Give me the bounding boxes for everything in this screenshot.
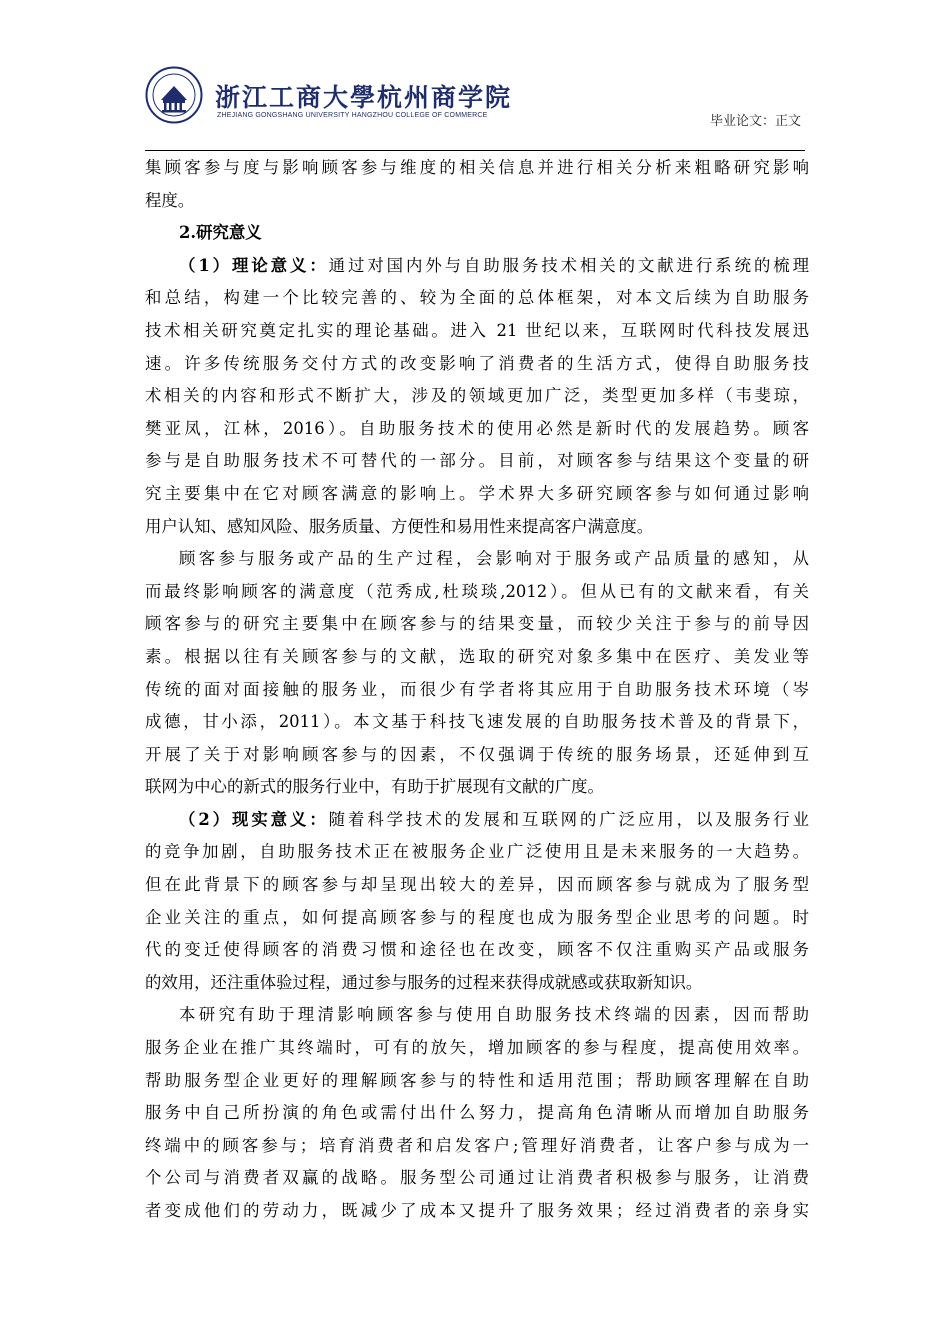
text-line: 传统的面对面接触的服务业，而很少有学者将其应用于自助服务技术环境（岑	[145, 679, 809, 699]
text-line: 联网为中心的新式的服务行业中，有助于扩展现有文献的广度。	[145, 777, 604, 797]
text-line: 的竞争加剧，自助服务技术正在被服务企业广泛使用且是未来服务的一大趋势。	[145, 842, 809, 862]
text-line: 服务中自己所扮演的角色或需付出什么努力，提高角色清晰从而增加自助服务	[145, 1103, 809, 1123]
text-line: 代的变迁使得顾客的消费习惯和途径也在改变，顾客不仅注重购买产品或服务	[145, 940, 809, 960]
university-logo-english: ZHEJIANG GONGSHANG UNIVERSITY HANGZHOU COLLEGE OF COMMERCE	[217, 112, 488, 119]
text-line: 术相关的内容和形式不断扩大，涉及的领域更加广泛，类型更加多样（韦斐琼，	[145, 386, 809, 406]
text-line	[145, 804, 809, 837]
paragraph-lead: （2）现实意义：	[179, 809, 329, 829]
text-line	[145, 250, 809, 283]
text-line: 企业关注的重点，如何提高顾客参与的程度也成为服务型企业思考的问题。时	[145, 907, 809, 927]
document-body	[145, 152, 809, 1228]
text-line: 樊亚凤，江林，2016）。自助服务技术的使用必然是新时代的发展趋势。顾客	[145, 418, 809, 438]
university-seal-icon	[145, 66, 203, 124]
text-line: 成德，甘小添，2011）。本文基于科技飞速发展的自助服务技术普及的背景下，	[145, 712, 809, 732]
text-line: 服务企业在推广其终端时，可有的放矢，增加顾客的参与程度，提高使用效率。	[145, 1038, 809, 1058]
text-line: 帮助服务型企业更好的理解顾客参与的特性和适用范围；帮助顾客理解在自助	[145, 1070, 809, 1090]
text-line: 但在此背景下的顾客参与却呈现出较大的差异，因而顾客参与就成为了服务型	[145, 875, 809, 895]
text-line: 个公司与消费者双赢的战略。服务型公司通过让消费者积极参与服务，让消费	[145, 1168, 809, 1188]
text-line: 顾客参与服务或产品的生产过程，会影响对于服务或产品质量的感知，从	[179, 549, 809, 569]
text-line: 而最终影响顾客的满意度（范秀成,杜琰琰,2012）。但从已有的文献来看，有关	[145, 581, 809, 601]
text-line: 参与是自助服务技术不可替代的一部分。目前，对顾客参与结果这个变量的研	[145, 451, 809, 471]
text-line: 究主要集中在它对顾客满意的影响上。学术界大多研究顾客参与如何通过影响	[145, 483, 809, 503]
section-heading: 2.研究意义	[179, 223, 262, 243]
text-line: 本研究有助于理清影响顾客参与使用自助服务技术终端的因素，因而帮助	[179, 1005, 809, 1025]
text-line: 终端中的顾客参与；培育消费者和启发客户;管理好消费者，让客户参与成为一	[145, 1135, 809, 1155]
text-line: 的效用，还注重体验过程，通过参与服务的过程来获得成就感或获取新知识。	[145, 972, 703, 992]
university-logo-text: 浙江工商大學杭州商学院	[215, 83, 513, 112]
page-header	[145, 60, 805, 148]
text-line: 和总结，构建一个比较完善的、较为全面的总体框架，对本文后续为自助服务	[145, 288, 809, 308]
paragraph-lead: （1）理论意义：	[179, 255, 329, 275]
text-line: 顾客参与的研究主要集中在顾客参与的结果变量，而较少关注于参与的前导因	[145, 614, 809, 634]
text-line: 技术相关研究奠定扎实的理论基础。进入 21 世纪以来，互联网时代科技发展迅	[145, 320, 809, 340]
text-line: 程度。	[145, 190, 195, 210]
text-line: 集顾客参与度与影响顾客参与维度的相关信息并进行相关分析来粗略研究影响	[145, 158, 809, 177]
text-line: 素。根据以往有关顾客参与的文献，选取的研究对象多集中在医疗、美发业等	[145, 646, 809, 666]
text-span: 通过对国内外与自助服务技术相关的文献进行系统的梳理	[328, 255, 809, 275]
text-line: 速。许多传统服务交付方式的改变影响了消费者的生活方式，使得自助服务技	[145, 353, 809, 373]
text-line: 用户认知、感知风险、服务质量、方便性和易用性来提高客户满意度。	[145, 516, 654, 536]
text-span: 随着科学技术的发展和互联网的广泛应用，以及服务行业	[328, 809, 809, 829]
section-tag: 毕业论文：正文	[709, 114, 801, 129]
header-divider	[145, 150, 805, 151]
text-line: 者变成他们的劳动力，既减少了成本又提升了服务效果；经过消费者的亲身实	[145, 1201, 809, 1220]
text-line: 开展了关于对影响顾客参与的因素，不仅强调于传统的服务场景，还延伸到互	[145, 744, 809, 764]
